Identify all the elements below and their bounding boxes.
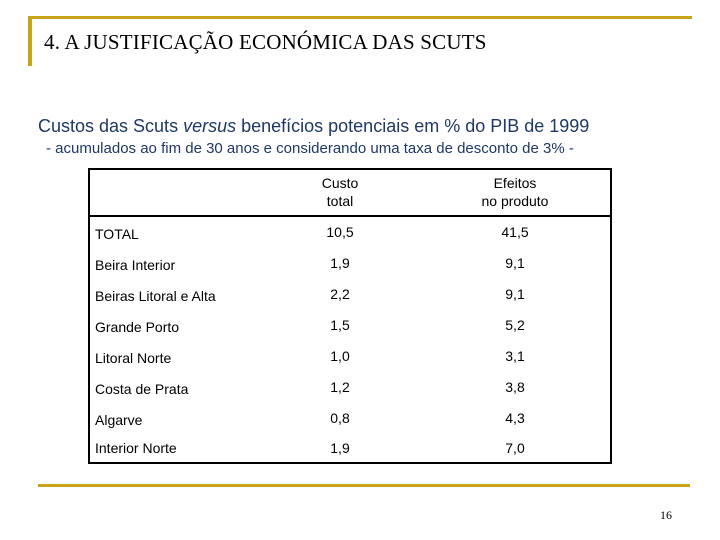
page-number: 16: [660, 508, 672, 522]
row-custo: 1,0: [330, 348, 350, 364]
row-region: Algarve: [95, 412, 143, 428]
subtitle-suffix: benefícios potenciais em % do PIB de 1999: [236, 116, 590, 136]
row-region: Grande Porto: [95, 319, 180, 335]
footer-accent-line: [38, 484, 690, 487]
header-efeitos-line2: no produto: [481, 193, 549, 209]
row-custo: 1,2: [330, 379, 350, 395]
header-custo-line2: total: [326, 193, 354, 209]
title-accent-vertical: [28, 16, 32, 66]
header-efeitos-produto: [450, 174, 580, 210]
table-header-divider: [88, 215, 612, 217]
row-efeitos: 9,1: [505, 255, 525, 271]
row-region: Beira Interior: [95, 257, 176, 273]
row-efeitos: 9,1: [505, 286, 525, 302]
row-custo: 0,8: [330, 410, 350, 426]
subtitle-italic: versus: [183, 116, 237, 136]
slide-title: 4. A JUSTIFICAÇÃO ECONÓMICA DAS SCUTS: [44, 30, 487, 54]
row-efeitos: 5,2: [505, 317, 525, 333]
row-efeitos: 4,3: [505, 410, 525, 426]
row-custo: 1,9: [330, 255, 350, 271]
row-efeitos: 7,0: [505, 440, 525, 456]
subtitle-prefix: Custos das Scuts: [38, 116, 184, 136]
row-custo: 1,9: [330, 440, 350, 456]
table-subtitle: [38, 116, 589, 137]
row-region: Interior Norte: [95, 440, 177, 456]
row-efeitos: 3,8: [505, 379, 525, 395]
header-custo-line1: Custo: [321, 175, 359, 191]
header-efeitos-line1: Efeitos: [493, 175, 537, 191]
row-region: Litoral Norte: [95, 350, 172, 366]
header-custo-total: [300, 174, 380, 210]
title-accent-horizontal: [28, 16, 692, 19]
row-efeitos: 3,1: [505, 348, 525, 364]
row-region: Costa de Prata: [95, 381, 189, 397]
table-subtitle-note: - acumulados ao fim de 30 anos e considerando uma taxa de desconto de 3% -: [46, 140, 574, 157]
row-custo: 1,5: [330, 317, 350, 333]
row-efeitos: 41,5: [501, 224, 529, 240]
row-region: TOTAL: [95, 226, 139, 242]
row-region: Beiras Litoral e Alta: [95, 288, 216, 304]
row-custo: 2,2: [330, 286, 350, 302]
row-custo: 10,5: [326, 224, 354, 240]
